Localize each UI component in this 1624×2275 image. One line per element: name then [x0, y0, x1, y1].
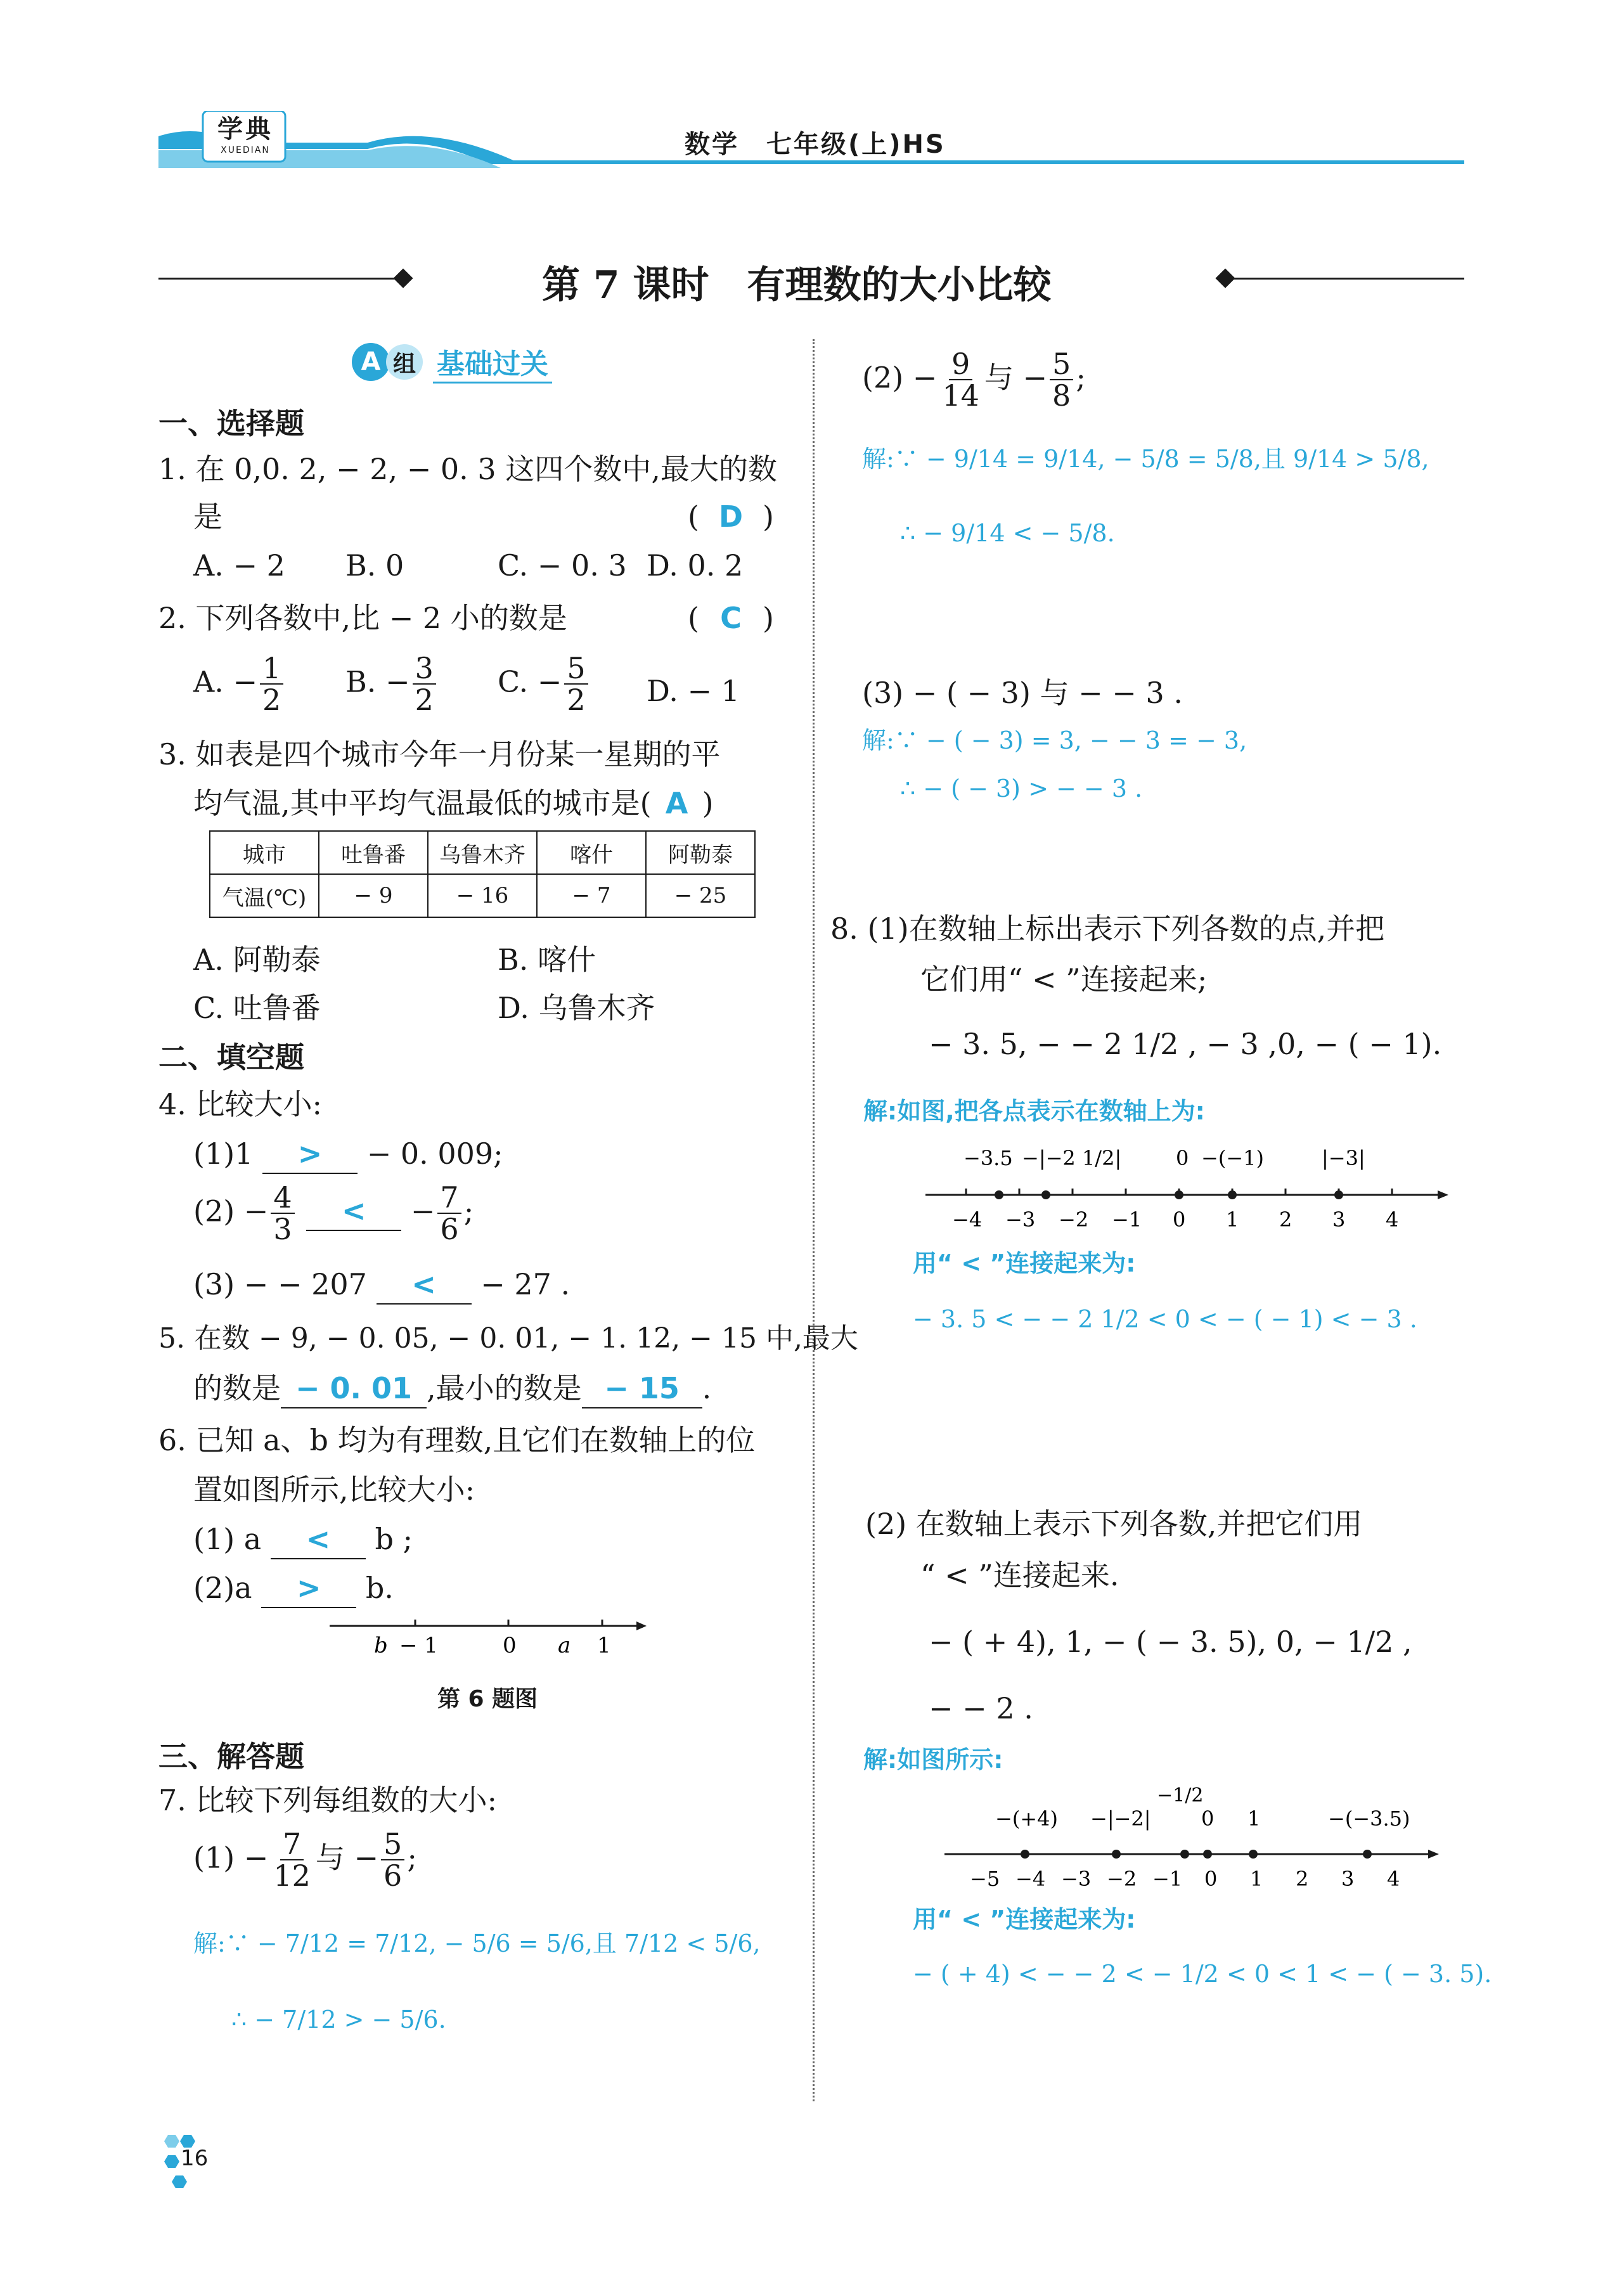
- q4-p3-left: (3) − − 207: [193, 1267, 367, 1301]
- section-fill: 二、填空题: [158, 1040, 304, 1074]
- q3-line2: 均气温,其中平均气温最低的城市是( A ): [193, 784, 714, 822]
- group-badge-circle: [352, 343, 390, 381]
- q3-table: [209, 830, 756, 918]
- header-logo: [204, 109, 287, 155]
- q8-p2-label-half: −1/2: [1157, 1784, 1204, 1807]
- q1-opt-a: A. − 2: [193, 548, 285, 583]
- q7-p1-solution-2: ∴ − 7/12 > − 5/6.: [231, 2006, 446, 2033]
- q7-p2: [862, 349, 1086, 411]
- q2-opt-b: [345, 653, 439, 716]
- q6-axis-b: b: [374, 1633, 388, 1658]
- group-badge-letter: A: [361, 347, 381, 377]
- q8-p2-tick: 1: [1250, 1867, 1263, 1891]
- q1-line2-text: 是: [193, 499, 222, 534]
- q2-c-num: 5: [564, 653, 588, 685]
- q8-p2-number-line: [938, 1781, 1445, 1902]
- q6-number-line: [323, 1613, 653, 1664]
- q2-stem: [158, 599, 792, 637]
- q8-p1-tick: 3: [1332, 1208, 1346, 1232]
- q8-p1-point: [1334, 1190, 1343, 1199]
- q6-p1-left: (1) a: [193, 1522, 262, 1556]
- q4-stem: 4. 比较大小:: [158, 1087, 323, 1121]
- q3-line2-text: 均气温,其中平均气温最低的城市是(: [193, 786, 652, 820]
- q7-stem: 7. 比较下列每组数的大小:: [158, 1783, 498, 1817]
- q2-b-num: 3: [413, 653, 436, 685]
- q7-p1-f2-num: 5: [381, 1829, 404, 1860]
- q8-p1-ticklabels: [952, 1208, 1398, 1232]
- q8-p1-tick: 1: [1226, 1208, 1239, 1232]
- q4-p1-left: (1)1: [193, 1137, 254, 1171]
- q8-p2-label-0: 0: [1201, 1807, 1215, 1831]
- q8-p2-label-35: −(−3.5): [1328, 1807, 1410, 1831]
- table-cell: 阿勒泰: [646, 831, 755, 874]
- q8-p2-solution-3: − ( + 4) < − − 2 < − 1/2 < 0 < 1 < − ( − 3. 5).: [913, 1960, 1492, 1988]
- q7-p1-f2-den: 6: [383, 1859, 403, 1893]
- q8-p1-tick: −1: [1112, 1208, 1142, 1232]
- q3-answer: A: [665, 786, 688, 820]
- table-cell: 气温(℃): [210, 874, 319, 917]
- q7-p3-solution-1: 解:∵ − ( − 3) = 3, − − 3 = − 3,: [862, 726, 1247, 754]
- title-diamond-left: [393, 268, 413, 288]
- q7-p1: [193, 1829, 417, 1892]
- q7-p1-end: ;: [407, 1840, 417, 1875]
- q2-opt-d: D. − 1: [647, 674, 740, 708]
- q8-p2-tick: 2: [1296, 1867, 1309, 1891]
- q8-p1-tick: −3: [1005, 1208, 1036, 1232]
- q8-p1-point: [1228, 1190, 1237, 1199]
- q8-p1-label-m35: −3.5: [963, 1146, 1013, 1170]
- q8-p2-tick: −5: [970, 1867, 1000, 1891]
- q5-line2a: 的数是: [193, 1371, 281, 1405]
- table-row: [210, 831, 755, 874]
- q6-p2-right: b.: [365, 1571, 394, 1605]
- q6-axis-m1: − 1: [399, 1633, 438, 1658]
- q7-p2-mid: 与 −: [984, 360, 1048, 395]
- q2-answer: C: [720, 601, 742, 635]
- section-choice: 一、选择题: [158, 406, 304, 441]
- q7-p2-solution-2: ∴ − 9/14 < − 5/8.: [900, 519, 1115, 547]
- q8-p2-tick: −1: [1152, 1867, 1183, 1891]
- q4-p3: [193, 1265, 570, 1305]
- table-row: [210, 874, 755, 917]
- q8-p2-point: [1203, 1850, 1212, 1859]
- q5-answer-max: − 0. 01: [281, 1369, 427, 1408]
- q8-p2-tick: −4: [1015, 1867, 1046, 1891]
- q8-p1-number-line: [913, 1135, 1458, 1242]
- table-cell: − 25: [646, 874, 755, 917]
- q8-p2-label-neg4: −(+4): [995, 1807, 1058, 1831]
- q4-p2-f1-den: 3: [273, 1212, 292, 1247]
- q2-opt-a-label: A. −: [193, 664, 258, 699]
- table-cell: − 9: [319, 874, 428, 917]
- q8-p2-line1: (2) 在数轴上表示下列各数,并把它们用: [865, 1507, 1363, 1541]
- q5-answer-min: − 15: [582, 1369, 702, 1408]
- q8-p1-point: [1175, 1190, 1183, 1199]
- group-badge: [352, 341, 552, 383]
- q8-p1-solution-3: − 3. 5 < − − 2 1/2 < 0 < − ( − 1) < − 3 .: [913, 1305, 1417, 1333]
- q4-p2-mid: −: [410, 1194, 435, 1228]
- q2-a-den: 2: [262, 683, 281, 718]
- q8-p1-tick: 0: [1173, 1208, 1186, 1232]
- q8-p1-label-abs: −|−2 1/2|: [1022, 1146, 1122, 1170]
- table-cell: − 16: [428, 874, 537, 917]
- q2-options: [193, 653, 827, 729]
- q8-p2-solution-2: 用“ < ”连接起来为:: [913, 1905, 1136, 1933]
- q7-p2-f2-den: 8: [1052, 378, 1071, 413]
- q8-p1-tick: 4: [1386, 1208, 1399, 1232]
- q4-p2-f2-num: 7: [437, 1182, 461, 1214]
- q1-answer: D: [718, 499, 744, 534]
- group-badge-suffix: 组: [386, 344, 423, 380]
- title-rule-left: [158, 278, 403, 280]
- q8-p1-label-0: 0: [1176, 1146, 1189, 1170]
- q8-p2-point: [1249, 1850, 1258, 1859]
- q8-p2-tick: 3: [1341, 1867, 1355, 1891]
- q7-p3-solution-2: ∴ − ( − 3) > − − 3 .: [900, 775, 1143, 802]
- q3-line1: 3. 如表是四个城市今年一月份某一星期的平: [158, 737, 721, 771]
- logo-sub: XUEDIAN: [221, 145, 270, 155]
- q4-p1: [193, 1135, 503, 1174]
- q4-p3-right: − 27 .: [480, 1267, 570, 1301]
- q8-p1-point: [1041, 1190, 1050, 1199]
- q6-p2: [193, 1569, 394, 1608]
- q8-p1-label-neg-neg1: −(−1): [1201, 1146, 1264, 1170]
- q8-p2-tick: −2: [1107, 1867, 1137, 1891]
- q7-p2-label: (2) −: [862, 360, 938, 395]
- q2-c-den: 2: [567, 683, 586, 718]
- table-cell: 喀什: [537, 831, 646, 874]
- q8-p2-label-abs2: −|−2|: [1090, 1807, 1151, 1831]
- q8-p2-nums2: − − 2 .: [929, 1691, 1033, 1725]
- q8-p1-tick: 2: [1279, 1208, 1292, 1232]
- q1-opt-d: D. 0. 2: [647, 548, 744, 583]
- q7-p1-solution-1: 解:∵ − 7/12 = 7/12, − 5/6 = 5/6,且 7/12 < 5/6,: [193, 1930, 761, 1957]
- q7-p1-f1-den: 12: [273, 1859, 311, 1893]
- q6-line1: 6. 已知 a、b 均为有理数,且它们在数轴上的位: [158, 1423, 756, 1457]
- q8-p1-nums: − 3. 5, − − 2 1/2 , − 3 ,0, − ( − 1).: [929, 1027, 1442, 1061]
- q2-opt-b-label: B. −: [345, 664, 410, 699]
- table-cell: 乌鲁木齐: [428, 831, 537, 874]
- logo-text: 学典: [217, 114, 273, 144]
- q8-p2-tick: −3: [1061, 1867, 1092, 1891]
- q2-bracket: ( C ): [688, 599, 774, 637]
- q6-p1: [193, 1520, 413, 1559]
- q8-p1-tick: −2: [1059, 1208, 1089, 1232]
- q6-axis-0: 0: [503, 1633, 517, 1658]
- q7-p1-mid: 与 −: [315, 1840, 379, 1875]
- q4-p2: [193, 1182, 474, 1245]
- q7-p2-end: ;: [1076, 360, 1086, 395]
- q6-p2-answer: >: [261, 1569, 356, 1608]
- q3-opt-c: C. 吐鲁番: [193, 991, 321, 1025]
- q1-line2: [193, 498, 789, 536]
- q8-p1-line1: 8. (1)在数轴上标出表示下列各数的点,并把: [830, 912, 1385, 946]
- q3-opt-a: A. 阿勒泰: [193, 943, 321, 977]
- q4-p2-end: ;: [463, 1194, 474, 1228]
- q5-line2b: ,最小的数是: [427, 1371, 582, 1405]
- group-label: 基础过关: [433, 341, 552, 383]
- header-subject: 数学 七年级(上)HS: [685, 130, 946, 159]
- q2-a-num: 1: [260, 653, 283, 685]
- q6-axis-1: 1: [597, 1633, 611, 1658]
- q8-p2-tick: 0: [1204, 1867, 1218, 1891]
- q8-p2-ticklabels: [970, 1867, 1400, 1891]
- q4-p1-right: − 0. 009;: [366, 1137, 503, 1171]
- q4-p2-f2-den: 6: [440, 1212, 459, 1247]
- q7-p1-f1-num: 7: [280, 1829, 304, 1860]
- q1-opt-c: C. − 0. 3: [498, 548, 627, 583]
- table-cell: 城市: [210, 831, 319, 874]
- q8-p2-point: [1021, 1850, 1029, 1859]
- q6-caption: 第 6 题图: [437, 1686, 538, 1712]
- q8-p2-label-1: 1: [1247, 1807, 1261, 1831]
- q5-line2c: .: [702, 1371, 712, 1405]
- q6-axis-a: a: [558, 1633, 571, 1658]
- q1-line1: 1. 在 0,0. 2, − 2, − 0. 3 这四个数中,最大的数: [158, 452, 777, 486]
- q2-opt-c: [498, 653, 591, 716]
- table-cell: − 7: [537, 874, 646, 917]
- table-cell: 吐鲁番: [319, 831, 428, 874]
- page-title: 第 7 课时 有理数的大小比较: [542, 263, 1052, 307]
- q3-opt-d: D. 乌鲁木齐: [498, 991, 655, 1025]
- q6-p2-left: (2)a: [193, 1571, 252, 1605]
- title-rule-right: [1227, 278, 1464, 280]
- q8-p1-solution-1: 解:如图,把各点表示在数轴上为:: [863, 1097, 1205, 1125]
- q1-bracket: ( D ): [688, 498, 774, 536]
- q8-p1-solution-2: 用“ < ”连接起来为:: [913, 1249, 1136, 1277]
- q3-opt-b: B. 喀什: [498, 943, 596, 977]
- q8-p2-point: [1180, 1850, 1189, 1859]
- q8-p1-tick: −4: [952, 1208, 983, 1232]
- q8-p1-point: [995, 1190, 1003, 1199]
- q1-opt-b: B. 0: [345, 548, 404, 583]
- q7-p2-f2-num: 5: [1050, 349, 1073, 380]
- q7-p2-f1-den: 14: [942, 378, 979, 413]
- q4-p2-f1-num: 4: [271, 1182, 294, 1214]
- q2-b-den: 2: [415, 683, 434, 718]
- q2-stem-text: 2. 下列各数中,比 − 2 小的数是: [158, 601, 567, 635]
- q7-p3: (3) − ( − 3) 与 − − 3 .: [862, 676, 1183, 710]
- q7-p2-f1-num: 9: [949, 349, 972, 380]
- page-number: 16: [181, 2146, 209, 2171]
- q4-p2-left: (2) −: [193, 1194, 269, 1228]
- q4-p2-answer: <: [306, 1192, 401, 1231]
- q6-line2: 置如图所示,比较大小:: [193, 1473, 475, 1507]
- q6-p1-answer: <: [271, 1520, 366, 1559]
- q8-p2-nums1: − ( + 4), 1, − ( − 3. 5), 0, − 1/2 ,: [929, 1625, 1412, 1659]
- q8-p2-solution-1: 解:如图所示:: [863, 1746, 1003, 1774]
- section-answer: 三、解答题: [158, 1739, 304, 1774]
- q2-opt-a: [193, 653, 286, 716]
- q8-p1-line2: 它们用“ < ”连接起来;: [920, 962, 1208, 996]
- q5-line1: 5. 在数 − 9, − 0. 05, − 0. 01, − 1. 12, − 15 中,最大: [158, 1322, 858, 1355]
- q4-p3-answer: <: [377, 1265, 472, 1305]
- q8-p2-tick: 4: [1387, 1867, 1400, 1891]
- q2-opt-c-label: C. −: [498, 664, 562, 699]
- q7-p1-label: (1) −: [193, 1840, 269, 1875]
- q4-p1-answer: >: [262, 1135, 358, 1174]
- q8-p2-point: [1112, 1850, 1121, 1859]
- column-divider: [813, 339, 815, 2101]
- q8-p2-point: [1363, 1850, 1372, 1859]
- q6-p1-right: b ;: [375, 1522, 413, 1556]
- q5-line2: [193, 1369, 711, 1408]
- q8-p2-line2: “ < ”连接起来.: [920, 1558, 1119, 1592]
- q8-p1-label-abs3: |−3|: [1322, 1146, 1365, 1170]
- q7-p2-solution-1: 解:∵ − 9/14 = 9/14, − 5/8 = 5/8,且 9/14 > 5/8,: [862, 445, 1429, 473]
